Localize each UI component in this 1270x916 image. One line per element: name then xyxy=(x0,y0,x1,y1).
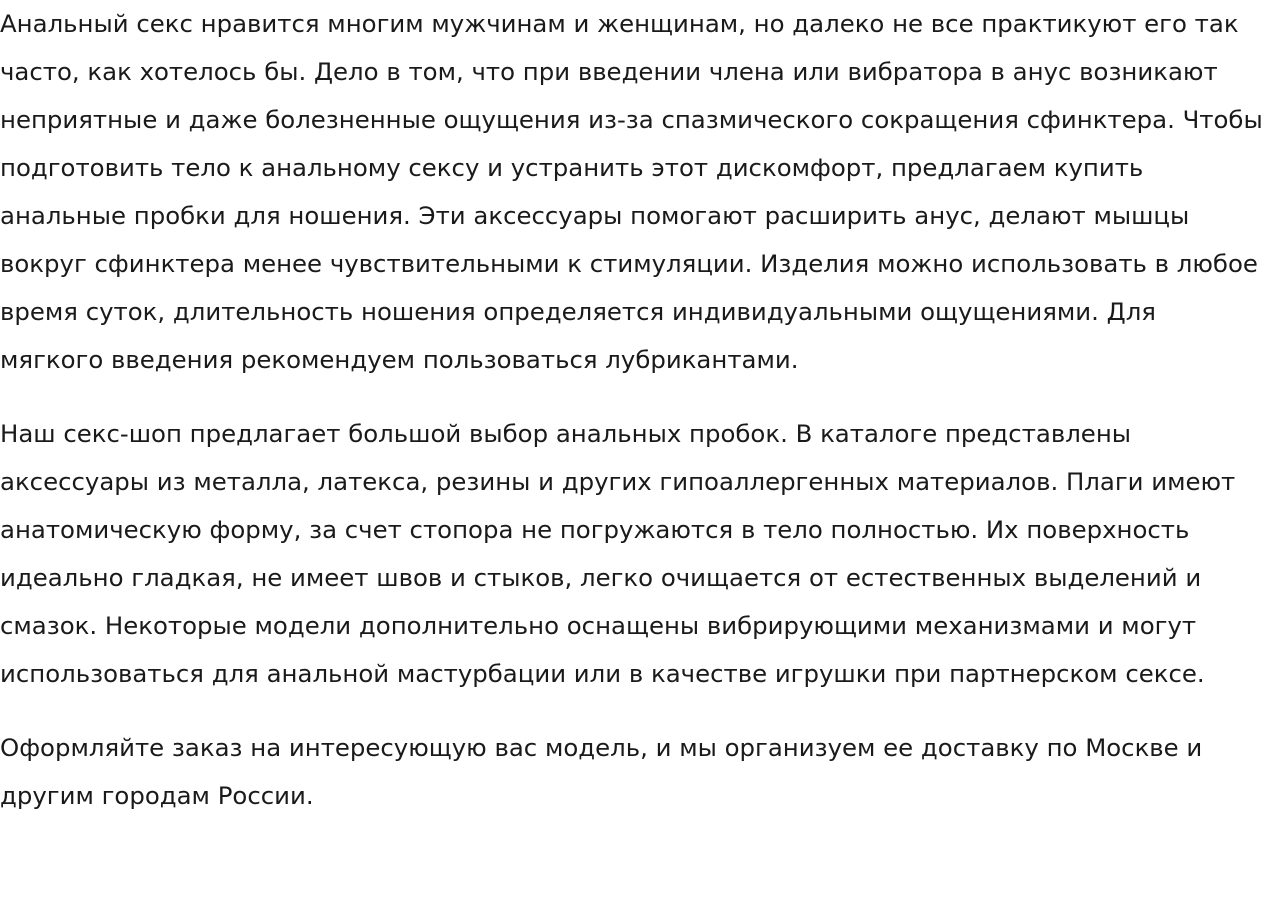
paragraph-anal-sex-intro: Анальный секс нравится многим мужчинам и женщинам, но далеко не все практикуют его так часто, как хотелось бы. Дело в том, что при введении члена или вибратора в анус возникают неприятные и даже болезненные ощущения из-за спазмического сокращения сфинктера. Чтобы подготовить тело к анальному сексу и устранить этот дискомфорт, предлагаем купить анальные пробки для ношения. Эти аксессуары помогают расширить анус, делают мышцы вокруг сфинктера менее чувствительными к стимуляции. Изделия можно использовать в любое время суток, длительность ношения определяется индивидуальными ощущениями. Для мягкого введения рекомендуем пользоваться лубрикантами. xyxy=(0,9,1263,374)
paragraph-shop-assortment: Наш секс-шоп предлагает большой выбор анальных пробок. В каталоге представлены аксессуары из металла, латекса, резины и других гипоаллергенных материалов. Плаги имеют анатомическую форму, за счет стопора не погружаются в тело полностью. Их поверхность идеально гладкая, не имеет швов и стыков, легко очищается от естественных выделений и смазок. Некоторые модели дополнительно оснащены вибрирующими механизмами и могут использоваться для анальной мастурбации или в качестве игрушки при партнерском сексе. xyxy=(0,419,1236,688)
paragraph-order-delivery: Оформляйте заказ на интересующую вас модель, и мы организуем ее доставку по Москве и другим городам России. xyxy=(0,733,1203,810)
